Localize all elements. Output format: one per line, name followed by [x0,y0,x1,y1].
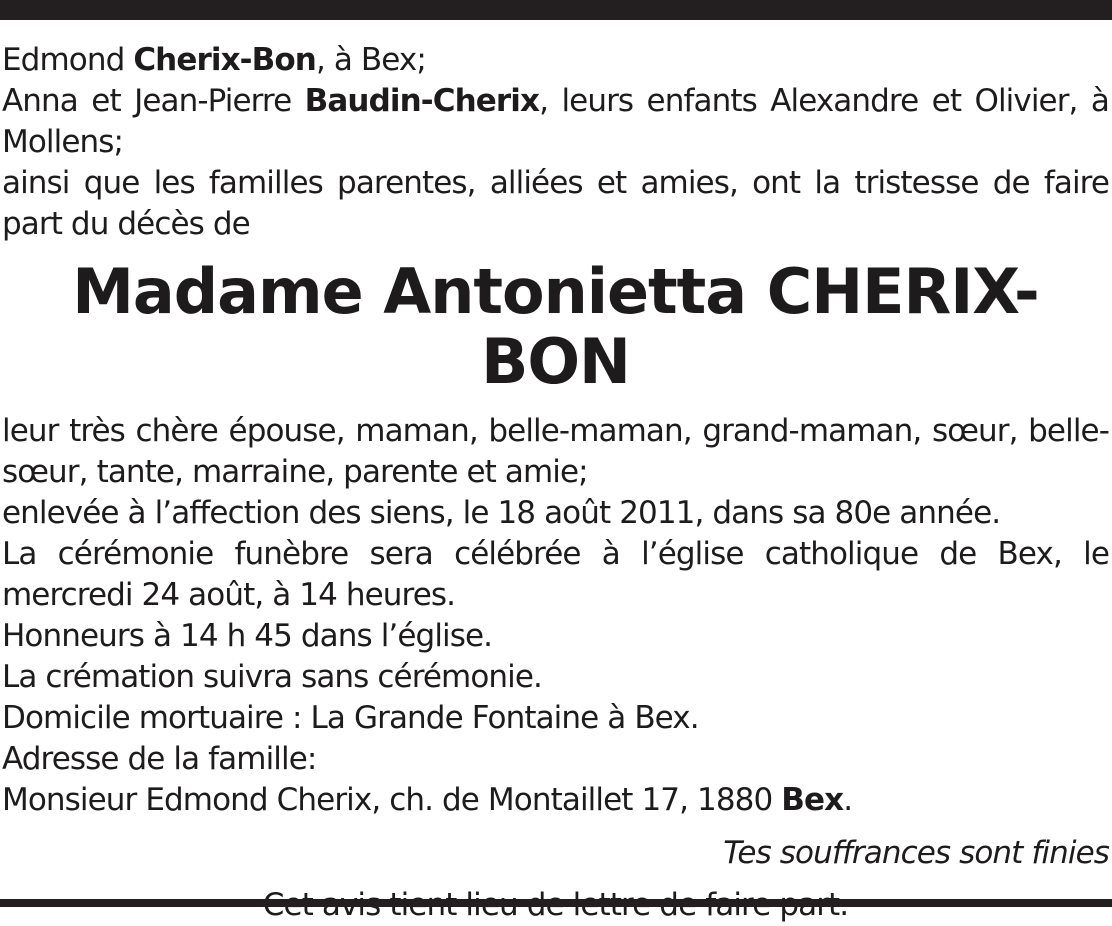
bottom-border [0,899,1112,907]
cremation-text: La crémation suivra sans cérémonie. [2,659,542,695]
obituary-notice [2,40,1109,926]
honours-text: Honneurs à 14 h 45 dans l’église. [2,618,493,654]
given-names: Anna et Jean-Pierre [2,83,292,119]
family-place: , à Bex; [315,42,426,78]
family-line-2 [2,81,1109,163]
ceremony-text: La cérémonie funèbre sera célébrée à l’église catholique de Bex, le mercredi 24 août, à 14 heures. [2,536,1109,613]
motto: Tes souffrances sont finies [723,835,1109,871]
family-line-3: ainsi que les familles parentes, alliées et amies, ont la tristesse de faire part du décès de [2,165,1109,242]
family-rest: , leurs enfants Alexandre et Olivier, à Mollens; [2,83,1109,160]
address-text: Monsieur Edmond Cherix, ch. de Montaillet 17, 1880 [2,782,773,818]
address-end: . [843,782,853,818]
address-city: Bex [781,782,844,818]
relation-text: leur très chère épouse, maman, belle-maman, grand-maman, sœur, belle-sœur, tante, marraine, parente et amie; [2,413,1109,490]
family-surname: Baudin-Cherix [304,83,540,119]
family-address [2,780,1109,821]
address-label: Adresse de la famille: [2,741,317,777]
deceased-name: Madame Antonietta CHERIX-BON [72,255,1039,398]
top-border [0,0,1112,20]
given-name: Edmond [2,42,125,78]
death-text: enlevée à l’affection des siens, le 18 août 2011, dans sa 80e année. [2,495,1001,531]
domicile-text: Domicile mortuaire : La Grande Fontaine à Bex. [2,700,699,736]
family-line-1 [2,40,1109,81]
family-surname: Cherix-Bon [133,42,316,78]
